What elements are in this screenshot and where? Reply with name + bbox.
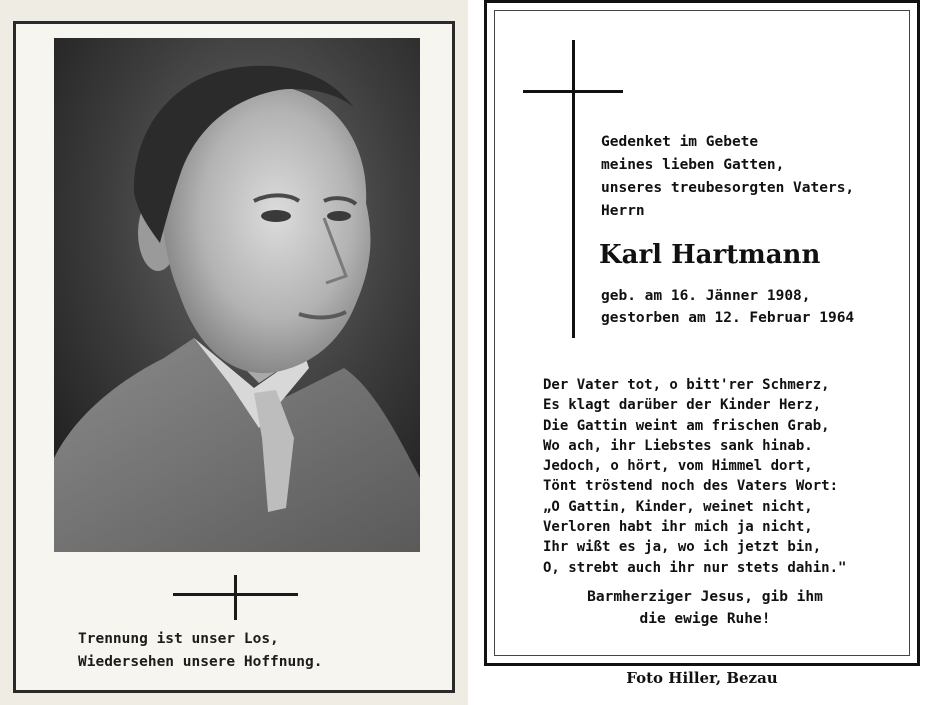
prayer-line: die ewige Ruhe!: [639, 611, 771, 627]
right-card-border: [484, 0, 920, 666]
portrait-photo: [54, 38, 420, 552]
birth-date: geb. am 16. Jänner 1908,: [601, 288, 811, 304]
prayer-line: Barmherziger Jesus, gib ihm: [587, 589, 823, 605]
right-memorial-card: [480, 0, 930, 705]
poem-line: Der Vater tot, o bitt'rer Schmerz,: [543, 377, 830, 393]
poem-line: Verloren habt ihr mich ja nicht,: [543, 519, 813, 536]
left-verse-line: Wiedersehen unsere Hoffnung.: [78, 654, 323, 670]
photographer-credit: Foto Hiller, Bezau: [626, 669, 778, 687]
poem-line: Jedoch, o hört, vom Himmel dort,: [543, 458, 813, 475]
intro-line: Gedenket im Gebete: [601, 134, 759, 150]
poem-line: Ihr wißt es ja, wo ich jetzt bin,: [543, 539, 822, 556]
poem-line: Die Gattin weint am frischen Grab,: [543, 417, 830, 434]
poem-line: O, strebt auch ihr nur stets dahin.": [543, 559, 847, 576]
left-verse: [78, 628, 398, 674]
memorial-poem: [543, 375, 846, 578]
life-dates: [601, 285, 854, 329]
cross-symbol: [173, 575, 298, 620]
poem-line: „O Gattin, Kinder, weinet nicht,: [543, 498, 813, 515]
intro-text: [601, 131, 854, 223]
intro-line: Herrn: [601, 203, 645, 219]
intro-line: meines lieben Gatten,: [601, 157, 785, 173]
closing-prayer: [487, 586, 923, 630]
intro-line: unseres treubesorgten Vaters,: [601, 180, 855, 196]
poem-line: Es klagt darüber der Kinder Herz,: [543, 397, 822, 414]
left-card-border: [13, 21, 455, 693]
portrait-illustration: [54, 38, 420, 552]
poem-line: Tönt tröstend noch des Vaters Wort:: [543, 478, 839, 495]
death-date: gestorben am 12. Februar 1964: [601, 310, 855, 326]
deceased-name: Karl Hartmann: [599, 240, 821, 270]
left-verse-line: Trennung ist unser Los,: [78, 631, 279, 647]
poem-line: Wo ach, ihr Liebstes sank hinab.: [543, 437, 813, 454]
